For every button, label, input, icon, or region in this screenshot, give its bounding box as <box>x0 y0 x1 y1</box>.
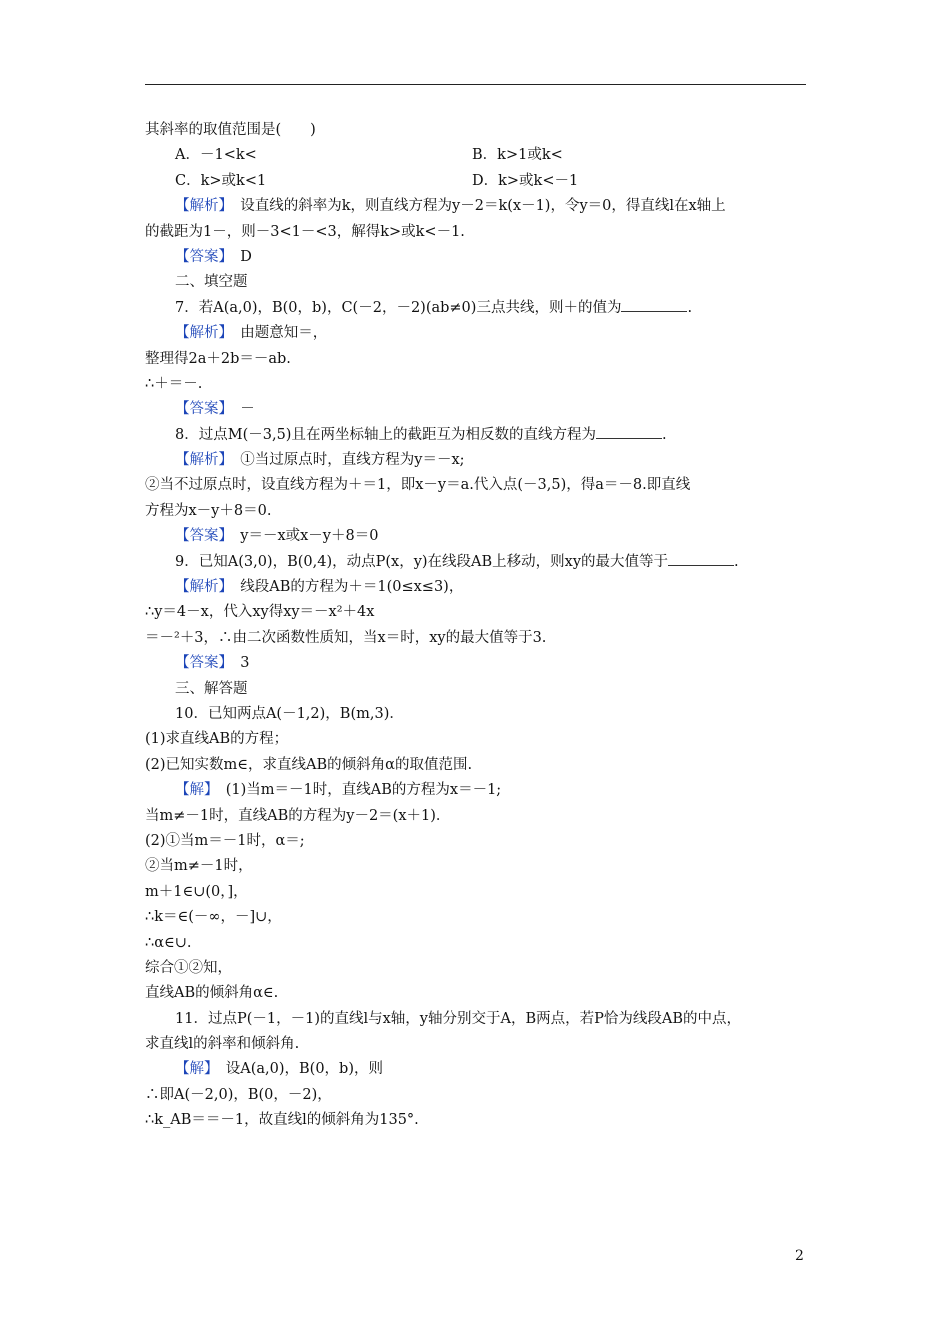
page-number: 2 <box>795 1248 804 1264</box>
text-line <box>145 626 806 651</box>
line-text: 当m≠－1时，直线AB的方程为y－2＝(x＋1)． <box>145 807 451 824</box>
line-text: 综合①②知， <box>145 959 232 976</box>
line-text: 整理得2a＋2b＝－ab. <box>145 350 291 367</box>
answer-line <box>145 651 806 676</box>
text-line <box>145 804 806 829</box>
line-text: 设A(a,0)，B(0，b)，则 <box>211 1061 383 1078</box>
choice-option: C．k>或k<1 <box>175 172 267 189</box>
answer-line <box>145 1057 806 1082</box>
line-text: 直线AB的倾斜角α∈. <box>145 985 279 1002</box>
text-line <box>145 854 806 879</box>
text-line <box>145 905 806 930</box>
line-text: y＝－x或x－y＋8＝0 <box>225 528 379 545</box>
line-text: (2)已知实数m∈，求直线AB的倾斜角α的取值范围. <box>145 756 473 773</box>
section-tag: 【答案】 <box>175 655 226 672</box>
section-tag: 【解析】 <box>175 198 226 215</box>
text-line <box>145 931 806 956</box>
choice-row <box>145 169 806 194</box>
line-text: 的截距为1－，则－3<1－<3，解得k>或k<－1. <box>145 223 465 240</box>
choice-option: A．－1<k< <box>175 147 257 164</box>
text-line <box>145 270 806 295</box>
choice-row <box>145 143 806 168</box>
line-text: 10．已知两点A(－1,2)，B(m,3)． <box>175 705 404 722</box>
line-text: ①当过原点时，直线方程为y＝－x; <box>225 452 465 469</box>
text-line <box>145 499 806 524</box>
fill-blank <box>668 551 734 566</box>
answer-line <box>145 778 806 803</box>
section-tag: 【答案】 <box>175 401 226 418</box>
answer-line <box>145 524 806 549</box>
text-line <box>145 473 806 498</box>
answer-line <box>145 245 806 270</box>
answer-line <box>145 448 806 473</box>
choice-option: D．k>或k<－1 <box>472 172 579 189</box>
line-text: 方程为x－y＋8＝0. <box>145 502 272 519</box>
section-tag: 【解析】 <box>175 452 226 469</box>
section-tag: 【解析】 <box>175 325 226 342</box>
text-line <box>145 829 806 854</box>
line-text: 设直线的斜率为k，则直线方程为y－2＝k(x－1)，令y＝0，得直线l在x轴上 <box>225 198 726 215</box>
document-body <box>145 118 806 1134</box>
line-text: 三、解答题 <box>175 680 248 697</box>
line-text: ∴即A(－2,0)，B(0，－2)， <box>145 1086 332 1103</box>
line-text: 3 <box>225 655 250 672</box>
line-text: (1)求直线AB的方程； <box>145 731 289 748</box>
line-text: m＋1∈∪(0，]， <box>145 883 248 900</box>
text-line <box>145 727 806 752</box>
text-line <box>145 423 806 448</box>
line-text: 由题意知＝， <box>225 325 328 342</box>
line-text: ∴y＝4－x，代入xy得xy＝－x²＋4x <box>145 604 375 621</box>
text-line <box>145 550 806 575</box>
fill-blank <box>621 297 687 312</box>
line-text: 11．过点P(－1，－1)的直线l与x轴，y轴分别交于A，B两点，若P恰为线段AB的中点， <box>175 1010 741 1027</box>
text-line <box>145 600 806 625</box>
line-suffix: . <box>734 553 739 570</box>
line-text: ②当m≠－1时， <box>145 858 253 875</box>
line-text: ∴α∈∪. <box>145 934 192 951</box>
text-line <box>145 1083 806 1108</box>
line-text: ②当不过原点时，设直线方程为＋＝1，即x－y＝a.代入点(－3,5)，得a＝－8.即直线 <box>145 477 691 494</box>
text-line <box>145 1108 806 1133</box>
text-line <box>145 220 806 245</box>
line-text: 8．过点M(－3,5)且在两坐标轴上的截距互为相反数的直线方程为 <box>175 426 596 443</box>
header-rule <box>145 84 806 85</box>
text-line <box>145 372 806 397</box>
text-line <box>145 1032 806 1057</box>
section-tag: 【答案】 <box>175 248 226 265</box>
answer-line <box>145 397 806 422</box>
section-tag: 【解析】 <box>175 579 226 596</box>
text-line <box>145 118 806 143</box>
line-text: 其斜率的取值范围是( ) <box>145 122 316 138</box>
section-tag: 【解】 <box>175 782 212 799</box>
text-line <box>145 981 806 1006</box>
line-text: ＝－²＋3，∴由二次函数性质知，当x＝时，xy的最大值等于3. <box>145 629 547 646</box>
text-line <box>145 677 806 702</box>
text-line <box>145 753 806 778</box>
answer-line <box>145 194 806 219</box>
line-text: ∴k＝∈(－∞，－]∪， <box>145 909 282 926</box>
line-text: (2)①当m＝－1时，α＝; <box>145 832 305 849</box>
line-text: 二、填空题 <box>175 274 248 291</box>
section-tag: 【答案】 <box>175 528 226 545</box>
text-line <box>145 296 806 321</box>
line-suffix: . <box>687 299 693 316</box>
text-line <box>145 956 806 981</box>
fill-blank <box>596 424 662 439</box>
text-line <box>145 880 806 905</box>
choice-option: B．k>1或k< <box>472 147 563 164</box>
section-tag: 【解】 <box>175 1061 212 1078</box>
line-text: ∴k_AB＝＝－1，故直线l的倾斜角为135°. <box>145 1112 419 1129</box>
answer-line <box>145 321 806 346</box>
line-text: D <box>225 248 252 265</box>
text-line <box>145 347 806 372</box>
line-text: 求直线l的斜率和倾斜角. <box>145 1036 300 1053</box>
line-text: 9．已知A(3,0)，B(0,4)，动点P(x，y)在线段AB上移动，则xy的最大值等于 <box>175 553 669 570</box>
text-line <box>145 1007 806 1032</box>
line-text: － <box>225 401 255 418</box>
line-suffix: . <box>661 426 667 443</box>
line-text: 7．若A(a,0)，B(0，b)，C(－2，－2)(ab≠0)三点共线，则＋的值为 <box>175 299 622 316</box>
line-text: 线段AB的方程为＋＝1(0≤x≤3)， <box>225 579 464 596</box>
text-line <box>145 702 806 727</box>
line-text: ∴＋＝－. <box>145 375 203 392</box>
line-text: (1)当m＝－1时，直线AB的方程为x＝－1; <box>211 782 502 799</box>
answer-line <box>145 575 806 600</box>
